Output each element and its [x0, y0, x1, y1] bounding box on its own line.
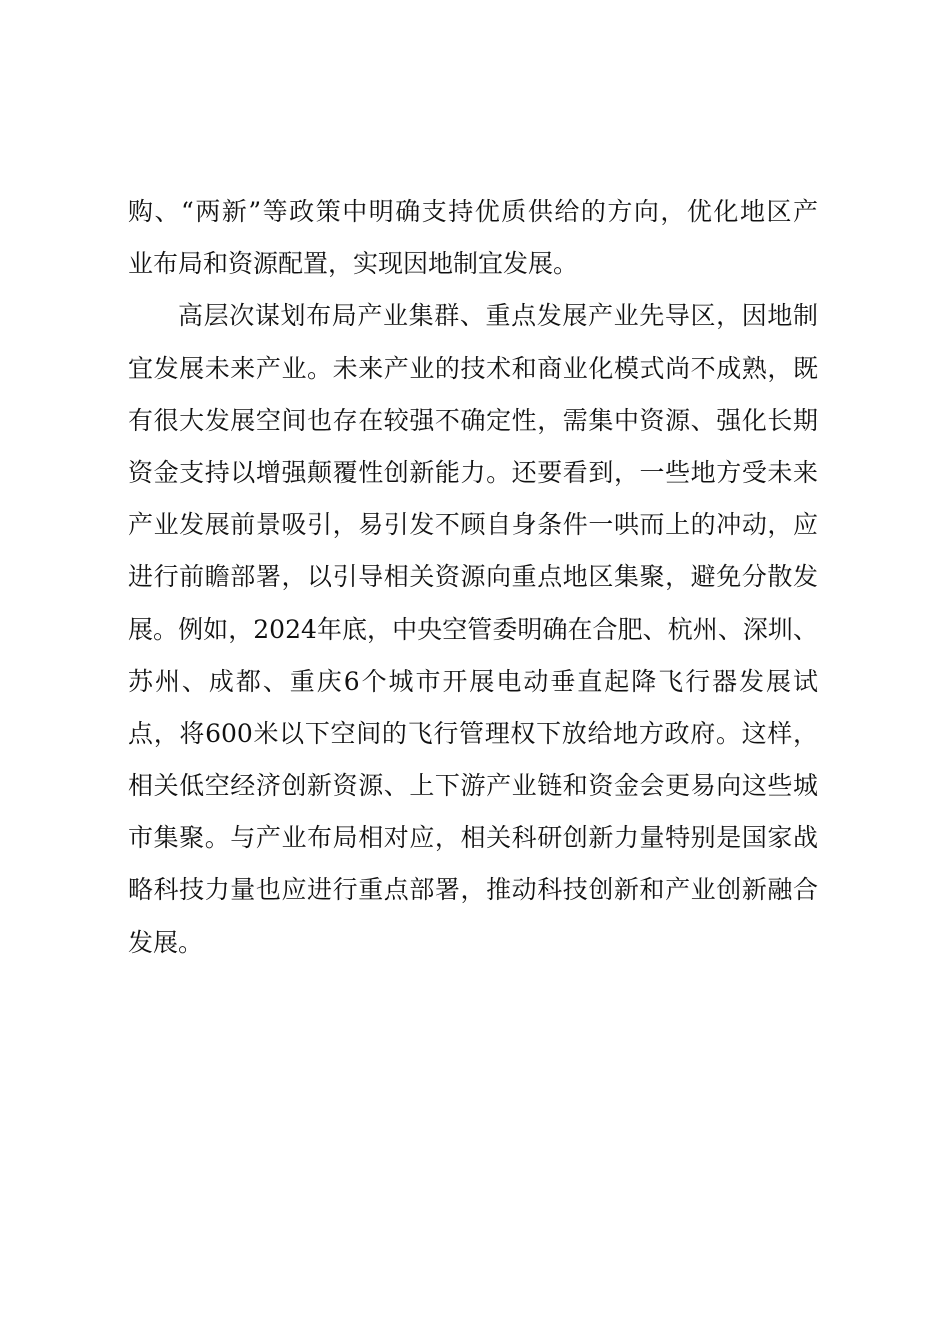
- text-line: 点，将600米以下空间的飞行管理权下放给地方政府。这样，: [128, 718, 818, 748]
- paragraph-2: [128, 290, 818, 968]
- text-line: 相关低空经济创新资源、上下游产业链和资金会更易向这些城: [128, 771, 818, 801]
- text-line: 发展。: [128, 927, 204, 957]
- text-line: 高层次谋划布局产业集群、重点发展产业先导区，因地制: [178, 301, 818, 331]
- text-line: 苏州、成都、重庆6个城市开展电动垂直起降飞行器发展试: [128, 666, 818, 696]
- text-line: 展。例如，2024年底，中央空管委明确在合肥、杭州、深圳、: [128, 614, 818, 644]
- text-line: 购、“两新”等政策中明确支持优质供给的方向，优化地区产: [128, 197, 818, 226]
- text-line: 市集聚。与产业布局相对应，相关科研创新力量特别是国家战: [128, 823, 818, 853]
- text-line: 略科技力量也应进行重点部署，推动科技创新和产业创新融合: [128, 875, 818, 905]
- text-line: 资金支持以增强颠覆性创新能力。还要看到，一些地方受未来: [128, 457, 818, 487]
- text-line: 产业发展前景吸引，易引发不顾自身条件一哄而上的冲动，应: [128, 510, 818, 540]
- body-text: [128, 186, 818, 969]
- text-line: 进行前瞻部署，以引导相关资源向重点地区集聚，避免分散发: [128, 562, 818, 592]
- text-line: 有很大发展空间也存在较强不确定性，需集中资源、强化长期: [128, 405, 818, 435]
- text-line: 业布局和资源配置，实现因地制宜发展。: [128, 249, 579, 279]
- text-line: 宜发展未来产业。未来产业的技术和商业化模式尚不成熟，既: [128, 353, 818, 383]
- paragraph-1: [128, 186, 818, 290]
